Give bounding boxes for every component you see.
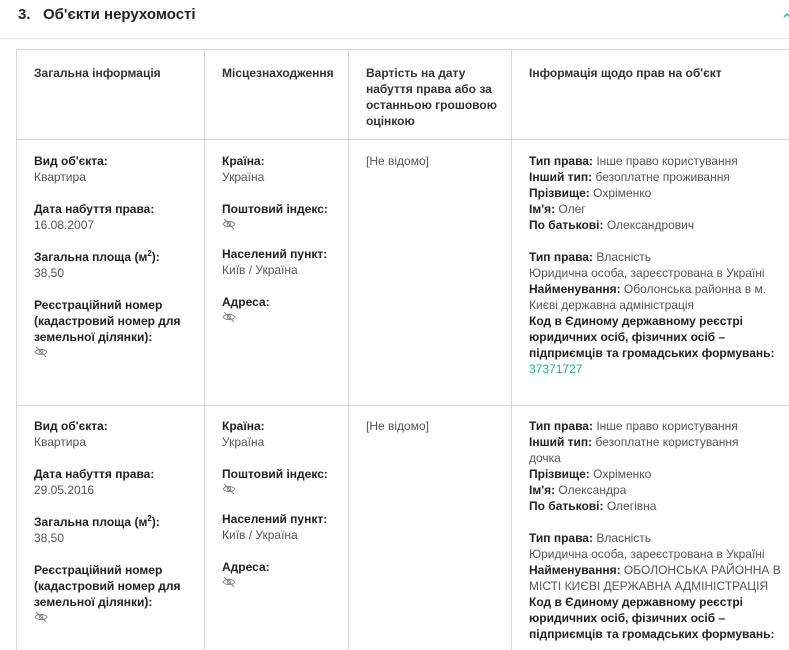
object-type-label: Вид об'єкта: <box>34 419 108 433</box>
name-value: Олег <box>558 202 586 216</box>
eye-slash-icon <box>34 611 48 623</box>
patronymic-value: Олегівна <box>606 499 657 513</box>
table-row-2-rights: Тип права: Інше право користування Інший тип: безоплатне користування дочка Прізвище: Охріменко Ім'я: Олександра По батькові: Олегівна Тип права: Власність Юридична особа, зареєстрована в Україні Найменування: ОБОЛОНСЬКА РАЙОННА В МІСТІ КИЄВІ ДЕРЖАВНА АДМІНІСТРАЦІЯ Код в Єдиному державному реєстрі юридичних осіб, фізичних осіб – підприємців та громадських формувань: <box>529 418 784 642</box>
org-name-value-cont: Києві державна адміністрація <box>529 298 695 312</box>
reg-label-2: (кадастровий номер для <box>34 579 181 593</box>
edrpou-label-2: юридичних осіб, фізичних осіб – <box>529 611 726 625</box>
right-type-value: Інше право користування <box>596 419 738 433</box>
other-type-value-cont: дочка <box>529 451 561 465</box>
settlement-label: Населений пункт: <box>222 512 328 526</box>
edrpou-code-link[interactable]: 37371727 <box>529 362 583 376</box>
eye-slash-icon <box>222 218 236 230</box>
right-type-value: Власність <box>596 531 652 545</box>
reg-label-3: земельної ділянки): <box>34 330 153 344</box>
table-row-2-cost: [Не відомо] <box>366 419 429 433</box>
header-general: Загальна інформація <box>34 66 161 80</box>
header-location: Місцезнаходження <box>222 66 334 80</box>
header-cost: Вартість на дату набуття права або за останньою грошовою оцінкою <box>366 66 497 128</box>
table-row-1-cost: [Не відомо] <box>366 154 429 168</box>
edrpou-label-2: юридичних осіб, фізичних осіб – <box>529 330 726 344</box>
edrpou-label-3: підприємців та громадських формувань: <box>529 346 775 360</box>
header-rights: Інформація щодо прав на об'єкт <box>529 66 722 80</box>
area-label: Загальна площа $(м^2)$: <box>34 514 160 529</box>
eye-slash-icon <box>222 576 236 588</box>
country-label: Країна: <box>222 419 265 433</box>
real-estate-table <box>16 49 789 650</box>
table-row-2-general <box>34 418 199 623</box>
reg-label-1: Реєстраційний номер <box>34 563 163 577</box>
object-type-label: Вид об'єкта: <box>34 154 108 168</box>
name-value: Олександра <box>558 483 627 497</box>
reg-label-1: Реєстраційний номер <box>34 298 163 312</box>
section-number: 3. <box>18 6 31 23</box>
reg-label-2: (кадастровий номер для <box>34 314 181 328</box>
eye-slash-icon <box>222 311 236 323</box>
acquired-label: Дата набуття права: <box>34 467 155 481</box>
settlement-value: Київ / Україна <box>222 528 298 542</box>
edrpou-label-1: Код в Єдиному державному реєстрі <box>529 595 743 609</box>
eye-slash-icon <box>222 483 236 495</box>
other-type-value: безоплатне користування <box>595 435 739 449</box>
surname-value: Охріменко <box>593 186 652 200</box>
eye-slash-icon <box>34 346 48 358</box>
patronymic-value: Олександрович <box>606 218 695 232</box>
settlement-value: Київ / Україна <box>222 263 298 277</box>
chevron-up-icon[interactable] <box>783 9 789 21</box>
settlement-label: Населений пункт: <box>222 247 328 261</box>
address-label: Адреса: <box>222 560 270 574</box>
edrpou-label-1: Код в Єдиному державному реєстрі <box>529 314 743 328</box>
table-row-1-rights: Тип права: Інше право користування Інший тип: безоплатне проживання Прізвище: Охріменко Ім'я: Олег По батькові: Олександрович Тип права: Власність Юридична особа, зареєстрована в Україні Найменування: Оболонська районна в м. Києві державна адміністрація Код в Єдиному державному реєстрі юридичних осіб, фізичних осіб – підприємців та громадських формувань: 37371727 <box>529 153 784 377</box>
entity-value: Юридична особа, зареєстрована в Україні <box>529 266 765 280</box>
surname-value: Охріменко <box>593 467 652 481</box>
right-type-value: Інше право користування <box>596 154 738 168</box>
postal-label: Поштовий індекс: <box>222 467 328 481</box>
country-value: Україна <box>222 170 265 184</box>
object-type-value: Квартира <box>34 170 86 184</box>
org-name-value: Оболонська районна в м. <box>623 282 767 296</box>
other-type-value: безоплатне проживання <box>595 170 730 184</box>
section-title: Об'єкти нерухомості <box>43 6 196 23</box>
entity-value: Юридична особа, зареєстрована в Україні <box>529 547 765 561</box>
table-row-1-location <box>222 153 342 323</box>
object-type-value: Квартира <box>34 435 86 449</box>
acquired-value: 29.05.2016 <box>34 483 95 497</box>
area-label: Загальна площа $(м^2)$: <box>34 249 160 264</box>
country-label: Країна: <box>222 154 265 168</box>
org-name-value: ОБОЛОНСЬКА РАЙОННА В <box>623 563 781 577</box>
right-type-value: Власність <box>596 250 652 264</box>
country-value: Україна <box>222 435 265 449</box>
area-value: 38,50 <box>34 266 65 280</box>
section-header <box>0 0 789 39</box>
table-row-1-general <box>34 153 199 358</box>
acquired-label: Дата набуття права: <box>34 202 155 216</box>
table-row-2-location <box>222 418 342 588</box>
edrpou-label-3: підприємців та громадських формувань: <box>529 627 775 641</box>
postal-label: Поштовий індекс: <box>222 202 328 216</box>
acquired-value: 16.08.2007 <box>34 218 95 232</box>
area-value: 38,50 <box>34 531 65 545</box>
org-name-value-cont: МІСТІ КИЄВІ ДЕРЖАВНА АДМІНІСТРАЦІЯ <box>529 579 769 593</box>
reg-label-3: земельної ділянки): <box>34 595 153 609</box>
address-label: Адреса: <box>222 295 270 309</box>
